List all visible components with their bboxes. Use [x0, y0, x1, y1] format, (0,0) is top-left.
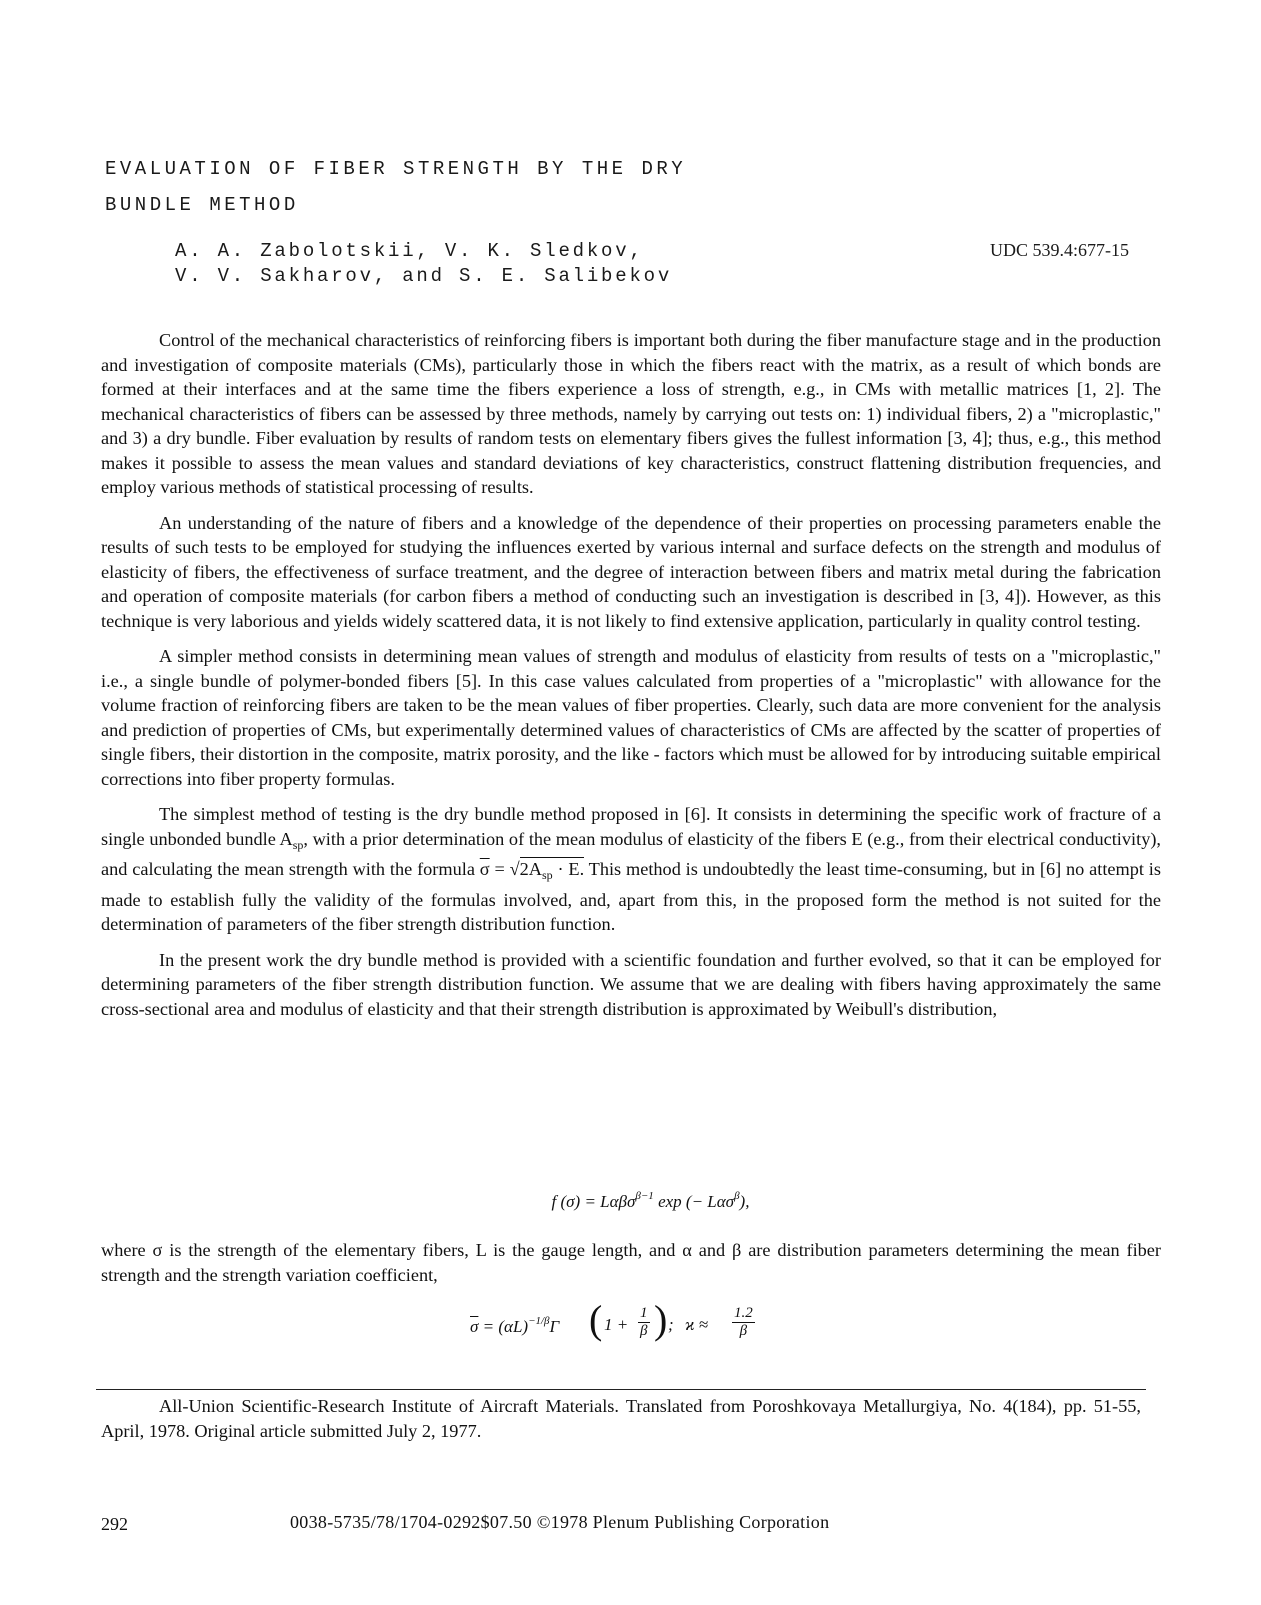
article-title-line-2: BUNDLE METHOD	[105, 194, 299, 216]
paragraph-1: Control of the mechanical characteristics of reinforcing fibers is important both during the fiber manufacture stage and in the production and investigation of composite materials (CMs), particularly those in which the fibers react with the matrix, as a result of which bonds are formed at their interfaces and at the same time the fibers experience a loss of strength, e.g., in CMs with metallic matrices [1, 2]. The mechanical characteristics of fibers can be assessed by three methods, namely by carrying out tests on: 1) individual fibers, 2) a "microplastic," and 3) a dry bundle. Fiber evaluation by results of random tests on elementary fibers gives the fullest information [3, 4]; thus, e.g., this method makes it possible to assess the mean values and standard deviations of key characteristics, construct flattening distribution frequencies, and employ various methods of statistical processing of results.	[101, 330, 1161, 497]
weibull-formula: f (σ) = Lαβσ$^{\beta-1}$ exp (− Lασ$^\beta$),	[551, 1190, 750, 1211]
udc-code: UDC 539.4:677-15	[990, 240, 1129, 260]
article-title-line-1: EVALUATION OF FIBER STRENGTH BY THE DRY	[105, 158, 687, 180]
footnote-divider	[96, 1389, 1146, 1390]
body-text	[101, 328, 1161, 1021]
inline-formula: $\overline{\sigma} = √2A_{sp} \cdot E$.	[479, 859, 585, 882]
fraction-kappa: $\frac{1.2}{\beta}$	[734, 1305, 753, 1339]
footnote-text: All-Union Scientific-Research Institute of Aircraft Materials. Translated from Poroshkovaya Metallurgiya, No. 4(184), pp. 51-55, April, 1978. Original article submitted July 2, 1977.	[101, 1396, 1141, 1441]
paragraph-3: A simpler method consists in determining mean values of strength and modulus of elasticity from results of tests on a "microplastic," i.e., a single bundle of polymer-bonded fibers [5]. In this case values calculated from properties of a "microplastic" with allowance for the volume fraction of reinforcing fibers are taken to be the mean values of fiber properties. Clearly, such data are more convenient for the analysis and prediction of properties of CMs, but experimentally determined values of characteristics of CMs are affected by the scatter of properties of single fibers, their distortion in the composite, matrix porosity, and the like - factors which must be allowed for by introducing suitable empirical corrections into fiber property formulas.	[101, 646, 1161, 789]
issn-copyright-line: 0038-5735/78/1704-0292$07.50 ©1978 Plenum Publishing Corporation	[290, 1512, 830, 1532]
page-number: 292	[101, 1514, 128, 1534]
paragraph-2: An understanding of the nature of fibers and a knowledge of the dependence of their properties on processing parameters enable the results of such tests to be employed for studying the influences exerted by various internal and surface defects on the strength and modulus of elasticity of fibers, the effectiveness of surface treatment, and the degree of interaction between fibers and matrix metal during the fabrication and operation of composite materials (for carbon fibers a method of conducting such an investigation is described in [3, 4]). However, as this technique is very laborious and yields widely scattered data, it is not likely to find extensive application, particularly in quality control testing.	[101, 512, 1161, 631]
paragraph-5: In the present work the dry bundle method is provided with a scientific foundation and further evolved, so that it can be employed for determining parameters of the fiber strength distribution function. We assume that we are dealing with fibers having approximately the same cross-sectional area and modulus of elasticity and that their strength distribution is approximated by Weibull's distribution,	[101, 949, 1161, 1019]
where-text-block	[101, 1238, 1161, 1287]
authors-line-2: V. V. Sakharov, and S. E. Salibekov	[175, 265, 673, 287]
authors-line-1: A. A. Zabolotskii, V. K. Sledkov,	[175, 240, 644, 262]
footnote	[101, 1394, 1141, 1443]
where-paragraph: where σ is the strength of the elementary fibers, L is the gauge length, and α and β are distribution parameters determining the mean fiber strength and the strength variation coefficient,	[101, 1240, 1161, 1285]
paragraph-4: The simplest method of testing is the dry bundle method proposed in [6]. It consists in determining the specific work of fracture of a single unbonded bundle $A_{sp}$, with a prior determination of the mean modulus of elasticity of the fibers E (e.g., from their electrical conductivity), and calculating the mean strength with the formula $\overline{\sigma} = √2A_{sp} \cdot E$. This method is undoubtedly the least time-consuming, but in [6] no attempt is made to establish fully the validity of the formulas involved, and, apart from this, in the proposed form the method is not suited for the determination of parameters of the fiber strength distribution function.	[101, 804, 1161, 934]
mean-strength-formula: $\overline{\sigma} = (\alpha L)^{-1/\beta}\Gamma$ ( 1 + $\frac{1}{\beta}$ ) ; ϰ ≈ $\frac{1.2}{\beta}$	[470, 1297, 753, 1342]
fraction-one-over-beta: $\frac{1}{\beta}$	[640, 1305, 648, 1339]
